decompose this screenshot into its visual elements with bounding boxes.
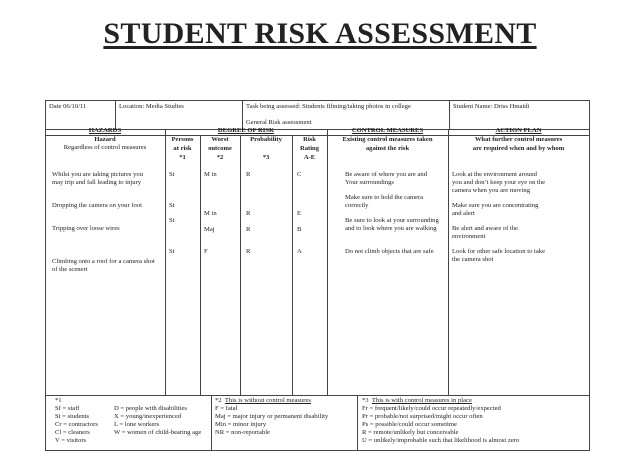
- control-measure-cell: and to look where you are walking: [345, 225, 437, 232]
- risk-rating-cell: E: [297, 210, 302, 217]
- column-header-risk-rating: A-E: [303, 154, 316, 161]
- legend-heading: *1: [55, 397, 62, 404]
- section-header-action-plan: ACTION PLAN: [495, 127, 542, 134]
- legend-item: Maj = major injury or permanent disability: [215, 413, 329, 420]
- divider: [211, 395, 212, 450]
- probability-cell: R: [246, 226, 251, 233]
- divider: [292, 135, 293, 395]
- column-header-action-plan: What further control measures: [474, 136, 563, 143]
- action-plan-cell: you and don’t keep your eye on the: [452, 179, 546, 186]
- table-border-right: [589, 100, 590, 451]
- column-header-action-plan: are required when and by whom: [472, 145, 565, 152]
- legend-item: D = people with disabilities: [114, 405, 187, 412]
- control-measure-cell: Make sure to hold the camera: [345, 194, 424, 201]
- column-header-risk-rating: Rating: [299, 145, 320, 152]
- column-header-control-measures: against the risk: [365, 145, 410, 152]
- column-header-hazard-sub: Regardless of control measures: [63, 144, 147, 151]
- action-plan-cell: Make sure you are concentrating: [452, 202, 539, 209]
- outcome-cell: M in: [204, 210, 217, 217]
- persons-cell: St: [169, 202, 175, 209]
- persons-cell: St: [169, 171, 175, 178]
- legend-item: Fr = frequent/likely/could occur repeatedly/expected: [362, 405, 501, 412]
- hazard-cell: Whilst you are taking pictures you: [52, 171, 144, 178]
- legend-heading: *3 This is with control measures in place: [362, 397, 472, 404]
- section-header-degree-of-risk: DEGREE OF RISK: [217, 127, 275, 134]
- legend-item: Pr = probable/not surprised/might occur often: [362, 413, 483, 420]
- action-plan-cell: Be alert and aware of the: [452, 225, 519, 232]
- column-header-hazard: Hazard: [94, 136, 116, 143]
- legend-item: Cl = cleaners: [55, 429, 90, 436]
- date-field: Date 06/10/11: [49, 103, 87, 110]
- legend-item: R = remote/unlikely but conceivable: [362, 429, 459, 436]
- student-name-field: Student Name: Driss Hmaidi: [453, 103, 530, 110]
- control-measure-cell: Do not climb objects that are safe: [345, 248, 434, 255]
- divider: [115, 100, 116, 129]
- probability-cell: R: [246, 210, 251, 217]
- legend-item: Cr = contractors: [55, 421, 98, 428]
- control-measure-cell: Your surroundings: [345, 179, 394, 186]
- legend-item: St = students: [55, 413, 90, 420]
- column-header-worst-outcome: Worst: [211, 136, 229, 143]
- legend-item: L = lone workers: [114, 421, 160, 428]
- hazard-cell: may trip and fall leading to injury: [52, 179, 141, 186]
- legend-item: X = young/inexperienced: [114, 413, 182, 420]
- legend-item: Min = minor injury: [215, 421, 267, 428]
- table-border-top: [45, 100, 590, 101]
- control-measure-cell: Be sure to look at your surrounding: [345, 217, 439, 224]
- legend-item: V = visitors: [55, 437, 87, 444]
- section-header-control-measures: CONTROL MEASURES: [351, 127, 424, 134]
- legend-item: Ps = possible/could occur sometime: [362, 421, 457, 428]
- column-header-control-measures: Existing control measures taken: [342, 136, 433, 143]
- column-header-persons: Persons: [171, 136, 194, 143]
- legend-item: Sf = staff: [55, 405, 80, 412]
- divider: [327, 129, 328, 395]
- action-plan-cell: Look for other safe location to take: [452, 248, 546, 255]
- hazard-cell: Tripping over loose wires: [52, 225, 120, 232]
- hazard-cell: Dropping the camera on your foot: [52, 202, 142, 209]
- hazard-cell: Climbing onto a roof for a camera shot: [52, 258, 155, 265]
- probability-cell: R: [246, 171, 251, 178]
- control-measure-cell: correctly: [345, 202, 369, 209]
- risk-rating-cell: C: [297, 171, 302, 178]
- action-plan-cell: camera when you are moving: [452, 187, 530, 194]
- hazard-cell: of the scenert: [52, 266, 88, 273]
- divider: [200, 135, 201, 395]
- outcome-cell: M in: [204, 171, 217, 178]
- divider: [448, 129, 449, 395]
- persons-cell: St: [169, 248, 175, 255]
- control-measure-cell: Be aware of where you are and: [345, 171, 428, 178]
- task-subtitle: General Risk assessment: [246, 119, 312, 126]
- legend-item: U = unlikely/improbable such that likelihood is almost zero: [362, 437, 520, 444]
- divider: [240, 135, 241, 395]
- divider: [242, 100, 243, 129]
- column-header-probability: Probability: [250, 136, 282, 143]
- action-plan-cell: Look at the environment around: [452, 171, 537, 178]
- divider: [165, 129, 166, 395]
- legend-heading: *2 This is without control measures: [215, 397, 311, 404]
- risk-rating-cell: B: [297, 226, 302, 233]
- table-border-left: [45, 100, 46, 451]
- risk-rating-cell: A: [297, 248, 302, 255]
- column-header-worst-outcome: outcome: [208, 145, 232, 152]
- outcome-cell: F: [204, 248, 208, 255]
- column-header-worst-outcome: *2: [216, 154, 224, 161]
- legend-item: W = women of child-bearing age: [114, 429, 202, 436]
- task-field: Task being assessed: Students filming/taking photos in college: [246, 103, 411, 110]
- column-header-risk-rating: Risk: [303, 136, 316, 143]
- column-header-probability: *3: [262, 154, 270, 161]
- outcome-cell: Maj: [204, 226, 215, 233]
- table-border-bottom: [45, 450, 590, 451]
- page-title: STUDENT RISK ASSESSMENT: [103, 17, 537, 50]
- action-plan-cell: environment: [452, 233, 486, 240]
- legend-item: F = fatal: [215, 405, 238, 412]
- persons-cell: St: [169, 217, 175, 224]
- action-plan-cell: the camera shot: [452, 256, 494, 263]
- legend-item: NR = non-reportable: [215, 429, 270, 436]
- column-header-persons: *1: [179, 154, 186, 161]
- probability-cell: R: [246, 248, 251, 255]
- column-header-persons: at risk: [173, 145, 192, 152]
- action-plan-cell: and alert: [452, 210, 475, 217]
- divider: [45, 395, 590, 396]
- section-header-hazards: HAZARDS: [88, 127, 122, 134]
- divider: [357, 395, 358, 450]
- divider: [449, 100, 450, 129]
- location-field: Location: Media Studies: [119, 103, 184, 110]
